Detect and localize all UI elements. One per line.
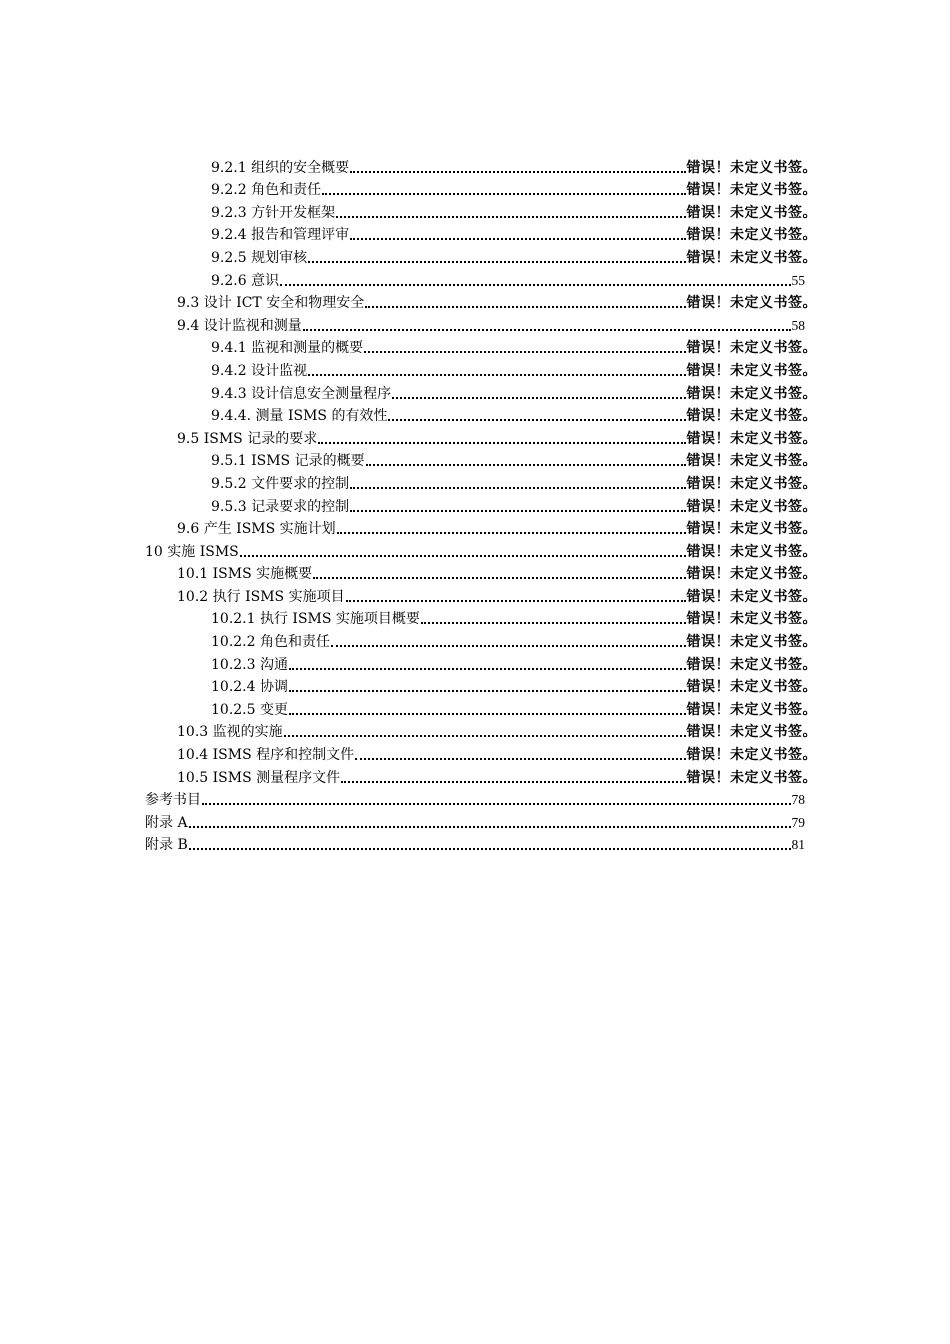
toc-bookmark-error: 错误！未定义书签。 xyxy=(686,769,817,786)
toc-dot-leader xyxy=(421,622,686,624)
toc-dot-leader xyxy=(189,826,791,828)
toc-entry-title: 9.3 设计 ICT 安全和物理安全 xyxy=(177,295,365,312)
toc-entry[interactable] xyxy=(145,606,817,629)
table-of-contents xyxy=(145,154,817,854)
toc-entry[interactable] xyxy=(145,809,805,832)
toc-dot-leader xyxy=(337,532,686,534)
toc-entry-title: 10.2 执行 ISMS 实施项目 xyxy=(177,588,345,605)
toc-dot-leader xyxy=(350,238,685,240)
toc-dot-leader xyxy=(366,464,686,466)
toc-dot-leader xyxy=(322,193,685,195)
toc-entry[interactable] xyxy=(145,154,817,177)
toc-bookmark-error: 错误！未定义书签。 xyxy=(686,521,817,538)
toc-entry[interactable] xyxy=(145,651,817,674)
toc-bookmark-error: 错误！未定义书签。 xyxy=(686,340,817,357)
toc-entry[interactable] xyxy=(145,719,817,742)
toc-dot-leader xyxy=(350,487,685,489)
toc-page-number: 78 xyxy=(791,792,805,808)
toc-entry[interactable] xyxy=(145,267,805,290)
toc-dot-leader xyxy=(240,555,686,557)
toc-bookmark-error: 错误！未定义书签。 xyxy=(686,588,817,605)
toc-bookmark-error: 错误！未定义书签。 xyxy=(686,182,817,199)
toc-entry-title: 9.2.2 角色和责任 xyxy=(211,182,322,199)
toc-entry-title: 10.2.2 角色和责任 xyxy=(211,634,330,651)
toc-entry[interactable] xyxy=(145,674,817,697)
toc-dot-leader xyxy=(308,374,685,376)
toc-entry[interactable] xyxy=(145,470,817,493)
toc-dot-leader xyxy=(289,713,686,715)
toc-bookmark-error: 错误！未定义书签。 xyxy=(686,227,817,244)
toc-entry[interactable] xyxy=(145,403,817,426)
toc-page-number: 81 xyxy=(791,837,805,853)
toc-bookmark-error: 错误！未定义书签。 xyxy=(686,249,817,266)
toc-entry-title: 9.4.3 设计信息安全测量程序 xyxy=(211,385,392,402)
toc-dot-leader xyxy=(280,284,790,286)
toc-entry[interactable] xyxy=(145,561,817,584)
toc-entry-title: 9.6 产生 ISMS 实施计划 xyxy=(177,521,336,538)
toc-dot-leader xyxy=(336,216,685,218)
toc-entry[interactable] xyxy=(145,177,817,200)
toc-entry-title: 10.4 ISMS 程序和控制文件 xyxy=(177,747,355,764)
toc-bookmark-error: 错误！未定义书签。 xyxy=(686,295,817,312)
toc-dot-leader xyxy=(364,351,685,353)
toc-entry-title: 9.2.5 规划审核 xyxy=(211,249,308,266)
toc-entry-title: 9.5.1 ISMS 记录的概要 xyxy=(211,453,365,470)
toc-entry[interactable] xyxy=(145,357,817,380)
toc-entry-title: 9.2.1 组织的安全概要 xyxy=(211,159,350,176)
toc-dot-leader xyxy=(318,442,685,444)
toc-entry-title: 9.5.2 文件要求的控制 xyxy=(211,475,350,492)
toc-bookmark-error: 错误！未定义书签。 xyxy=(686,204,817,221)
toc-entry[interactable] xyxy=(145,222,817,245)
toc-dot-leader xyxy=(308,261,685,263)
toc-dot-leader xyxy=(365,306,685,308)
toc-entry-title: 9.4.4. 测量 ISMS 的有效性 xyxy=(211,408,388,425)
toc-entry[interactable] xyxy=(145,335,817,358)
toc-dot-leader xyxy=(341,781,685,783)
toc-entry[interactable] xyxy=(145,583,817,606)
toc-bookmark-error: 错误！未定义书签。 xyxy=(686,747,817,764)
toc-bookmark-error: 错误！未定义书签。 xyxy=(686,453,817,470)
toc-entry[interactable] xyxy=(145,493,817,516)
toc-entry-title: 10 实施 ISMS xyxy=(145,543,239,560)
toc-bookmark-error: 错误！未定义书签。 xyxy=(686,679,817,696)
toc-entry-title: 10.5 ISMS 测量程序文件 xyxy=(177,769,341,786)
toc-entry[interactable] xyxy=(145,199,817,222)
toc-entry-title: 9.5 ISMS 记录的要求 xyxy=(177,430,318,447)
toc-dot-leader xyxy=(202,803,791,805)
toc-entry-title: 9.4.1 监视和测量的概要 xyxy=(211,340,364,357)
toc-entry-title: 9.2.4 报告和管理评审 xyxy=(211,227,350,244)
toc-entry[interactable] xyxy=(145,741,817,764)
toc-entry[interactable] xyxy=(145,832,805,855)
toc-entry[interactable] xyxy=(145,448,817,471)
toc-bookmark-error: 错误！未定义书签。 xyxy=(686,385,817,402)
toc-entry-title: 10.2.4 协调 xyxy=(211,679,288,696)
toc-dot-leader xyxy=(303,329,791,331)
toc-entry[interactable] xyxy=(145,696,817,719)
toc-entry-title: 9.5.3 记录要求的控制 xyxy=(211,498,350,515)
toc-dot-leader xyxy=(346,600,686,602)
toc-bookmark-error: 错误！未定义书签。 xyxy=(686,701,817,718)
toc-dot-leader xyxy=(289,668,686,670)
toc-dot-leader xyxy=(313,577,685,579)
toc-dot-leader xyxy=(350,510,685,512)
toc-dot-leader xyxy=(189,848,791,850)
toc-entry-title: 附录 A xyxy=(145,814,188,831)
toc-entry-title: 10.2.3 沟通 xyxy=(211,656,288,673)
toc-entry-title: 10.1 ISMS 实施概要 xyxy=(177,566,313,583)
toc-entry[interactable] xyxy=(145,380,817,403)
toc-bookmark-error: 错误！未定义书签。 xyxy=(686,408,817,425)
toc-entry-title: 附录 B xyxy=(145,837,188,854)
toc-entry-title: 9.4 设计监视和测量 xyxy=(177,317,302,334)
toc-page-number: 55 xyxy=(791,272,805,288)
toc-bookmark-error: 错误！未定义书签。 xyxy=(686,566,817,583)
toc-entry[interactable] xyxy=(145,628,817,651)
toc-bookmark-error: 错误！未定义书签。 xyxy=(686,430,817,447)
toc-bookmark-error: 错误！未定义书签。 xyxy=(686,362,817,379)
toc-bookmark-error: 错误！未定义书签。 xyxy=(686,159,817,176)
toc-entry-title: 10.3 监视的实施 xyxy=(177,724,283,741)
toc-dot-leader xyxy=(284,735,686,737)
toc-dot-leader xyxy=(350,171,685,173)
toc-page-number: 58 xyxy=(791,317,805,333)
toc-dot-leader xyxy=(355,758,685,760)
toc-bookmark-error: 错误！未定义书签。 xyxy=(686,724,817,741)
toc-entry-title: 10.2.5 变更 xyxy=(211,701,288,718)
toc-entry-title: 9.2.3 方针开发框架 xyxy=(211,204,336,221)
toc-bookmark-error: 错误！未定义书签。 xyxy=(686,634,817,651)
toc-entry[interactable] xyxy=(145,516,817,539)
toc-entry-title: 9.2.6 意识 xyxy=(211,272,280,289)
toc-dot-leader xyxy=(289,690,686,692)
toc-bookmark-error: 错误！未定义书签。 xyxy=(686,498,817,515)
toc-dot-leader xyxy=(388,419,685,421)
toc-entry[interactable] xyxy=(145,538,817,561)
toc-bookmark-error: 错误！未定义书签。 xyxy=(686,543,817,560)
toc-bookmark-error: 错误！未定义书签。 xyxy=(686,656,817,673)
toc-entry[interactable] xyxy=(145,787,805,810)
toc-dot-leader xyxy=(392,397,685,399)
toc-entry-title: 9.4.2 设计监视 xyxy=(211,362,308,379)
toc-bookmark-error: 错误！未定义书签。 xyxy=(686,611,817,628)
toc-page-number: 79 xyxy=(791,814,805,830)
toc-entry[interactable] xyxy=(145,290,817,313)
toc-entry-title: 参考书目 xyxy=(145,792,201,809)
toc-entry[interactable] xyxy=(145,764,817,787)
toc-entry[interactable] xyxy=(145,312,805,335)
toc-entry[interactable] xyxy=(145,425,817,448)
toc-bookmark-error: 错误！未定义书签。 xyxy=(686,475,817,492)
toc-entry[interactable] xyxy=(145,244,817,267)
toc-dot-leader xyxy=(331,645,686,647)
toc-entry-title: 10.2.1 执行 ISMS 实施项目概要 xyxy=(211,611,420,628)
